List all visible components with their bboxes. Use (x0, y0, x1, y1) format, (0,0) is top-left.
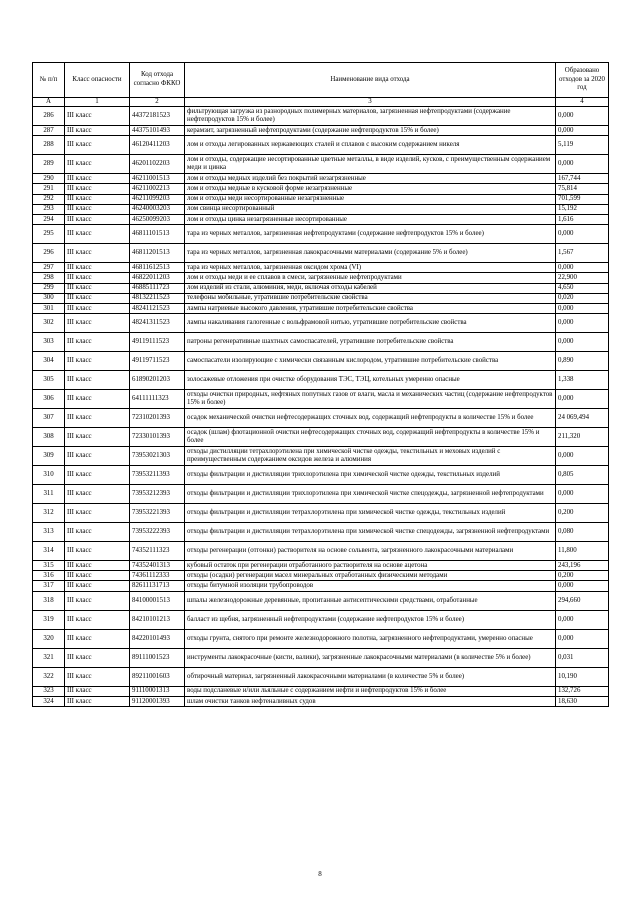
hazard-class: III класс (65, 263, 130, 273)
waste-name: лампы накаливания галогенные с вольфрамовой нитью, утратившие потребительские свойства (185, 314, 556, 333)
row-number: 316 (33, 571, 65, 581)
row-number: 322 (33, 667, 65, 686)
waste-name: фильтрующая загрузка из разнородных полимерных материалов, загрязненная нефтепродуктами (содержание нефтепродуктов 15% и более) (185, 107, 556, 126)
hazard-class: III класс (65, 225, 130, 244)
waste-name: отходы битумной изоляции трубопроводов (185, 581, 556, 591)
header-waste-name: Наименование вида отхода (185, 63, 556, 98)
waste-amount: 243,196 (556, 561, 609, 571)
waste-code: 64111111323 (130, 390, 185, 409)
waste-amount: 4,650 (556, 283, 609, 293)
table-row (33, 314, 609, 333)
waste-code: 44375101493 (130, 126, 185, 136)
row-number: 289 (33, 155, 65, 174)
table-row (33, 571, 609, 581)
table-row (33, 542, 609, 561)
hazard-class: III класс (65, 303, 130, 313)
waste-name: лом и отходы медных изделий без покрытий незагрязненные (185, 174, 556, 184)
table-row (33, 136, 609, 155)
page-number: 8 (318, 870, 322, 878)
hazard-class: III класс (65, 214, 130, 224)
header-row (33, 63, 609, 98)
hazard-class: III класс (65, 184, 130, 194)
waste-name: отходы фильтрации и дистилляции тетрахлорэтилена при химической чистке спецодежды, загрязненной нефтепродуктами (185, 523, 556, 542)
waste-code: 74352401313 (130, 561, 185, 571)
waste-name: воды подсланевые и/или льяльные с содержанием нефти и нефтепродуктов 15% и более (185, 686, 556, 696)
column-index-row (33, 98, 609, 107)
table-row (33, 610, 609, 629)
table-row (33, 447, 609, 466)
waste-amount: 0,000 (556, 447, 609, 466)
waste-amount: 1,338 (556, 371, 609, 390)
waste-code: 89211001603 (130, 667, 185, 686)
hazard-class: III класс (65, 561, 130, 571)
row-number: 314 (33, 542, 65, 561)
table-row (33, 174, 609, 184)
row-number: 302 (33, 314, 65, 333)
index-cell: 3 (185, 98, 556, 107)
waste-name: отходы очистки природных, нефтяных попутных газов от влаги, масла и механических частиц (содержание нефтепродуктов 15% и более) (185, 390, 556, 409)
hazard-class: III класс (65, 352, 130, 371)
table-row (33, 194, 609, 204)
waste-name: лом и отходы медные в кусковой форме незагрязненные (185, 184, 556, 194)
hazard-class: III класс (65, 648, 130, 667)
row-number: 286 (33, 107, 65, 126)
header-number: № п/п (33, 63, 65, 98)
waste-amount: 0,020 (556, 293, 609, 303)
row-number: 315 (33, 561, 65, 571)
waste-name: тара из черных металлов, загрязненная оксидом хрома (VI) (185, 263, 556, 273)
table-row (33, 485, 609, 504)
hazard-class: III класс (65, 581, 130, 591)
hazard-class: III класс (65, 273, 130, 283)
hazard-class: III класс (65, 686, 130, 696)
waste-code: 46201102203 (130, 155, 185, 174)
waste-code: 91110001313 (130, 686, 185, 696)
hazard-class: III класс (65, 542, 130, 561)
hazard-class: III класс (65, 390, 130, 409)
waste-code: 44372181523 (130, 107, 185, 126)
waste-amount: 0,200 (556, 571, 609, 581)
table-row (33, 333, 609, 352)
row-number: 306 (33, 390, 65, 409)
waste-code: 49119111523 (130, 333, 185, 352)
waste-code: 72310201393 (130, 409, 185, 428)
row-number: 293 (33, 204, 65, 214)
hazard-class: III класс (65, 155, 130, 174)
waste-name: тара из черных металлов, загрязненная нефтепродуктами (содержание нефтепродуктов 15% и более) (185, 225, 556, 244)
row-number: 311 (33, 485, 65, 504)
waste-code: 48241121523 (130, 303, 185, 313)
waste-amount: 0,890 (556, 352, 609, 371)
waste-name: балласт из щебня, загрязненный нефтепродуктами (содержание нефтепродуктов 15% и более) (185, 610, 556, 629)
waste-name: кубовый остаток при регенерации отработанного растворителя на основе ацетона (185, 561, 556, 571)
waste-name: лом и отходы легированных нержавеющих сталей и сплавов с высоким содержанием никеля (185, 136, 556, 155)
waste-code: 46211001513 (130, 174, 185, 184)
waste-amount: 1,616 (556, 214, 609, 224)
waste-code: 46120411203 (130, 136, 185, 155)
hazard-class: III класс (65, 126, 130, 136)
header-amount: Образовано отходов за 2020 год (556, 63, 609, 98)
table-row (33, 126, 609, 136)
row-number: 312 (33, 504, 65, 523)
row-number: 308 (33, 428, 65, 447)
hazard-class: III класс (65, 283, 130, 293)
table-row (33, 293, 609, 303)
waste-amount: 22,900 (556, 273, 609, 283)
row-number: 305 (33, 371, 65, 390)
waste-name: отходы дистилляции тетрахлорэтилена при химической чистке одежды, текстильных и меховых изделий с преимущественным содержанием оксидов железа и алюминия (185, 447, 556, 466)
waste-code: 61890201203 (130, 371, 185, 390)
table-row (33, 184, 609, 194)
row-number: 296 (33, 244, 65, 263)
waste-name: отходы фильтрации и дистилляции трихлорэтилена при химической чистке спецодежды, загрязненной нефтепродуктами (185, 485, 556, 504)
hazard-class: III класс (65, 485, 130, 504)
waste-name: отходы фильтрации и дистилляции тетрахлорэтилена при химической чистке одежды, текстильных изделий (185, 504, 556, 523)
row-number: 321 (33, 648, 65, 667)
row-number: 299 (33, 283, 65, 293)
waste-code: 46822011203 (130, 273, 185, 283)
table-row (33, 561, 609, 571)
waste-name: лом и отходы меди несортированные незагрязненные (185, 194, 556, 204)
waste-amount: 1,567 (556, 244, 609, 263)
hazard-class: III класс (65, 371, 130, 390)
waste-code: 46811101513 (130, 225, 185, 244)
waste-amount: 0,000 (556, 581, 609, 591)
index-cell: 4 (556, 98, 609, 107)
waste-amount: 0,000 (556, 303, 609, 313)
waste-code: 48241311523 (130, 314, 185, 333)
row-number: 301 (33, 303, 65, 313)
waste-name: отходы регенерации (отгонки) растворителя на основе сольвента, загрязненного лакокрасочными материалами (185, 542, 556, 561)
waste-name: лом изделий из стали, алюминия, меди, включая отходы кабелей (185, 283, 556, 293)
waste-code: 46240003203 (130, 204, 185, 214)
waste-amount: 0,080 (556, 523, 609, 542)
header-hazard-class: Класс опасности (65, 63, 130, 98)
waste-amount: 0,000 (556, 333, 609, 352)
waste-name: отходы (осадки) регенерации масел минеральных отработанных физическими методами (185, 571, 556, 581)
waste-code: 49119711523 (130, 352, 185, 371)
waste-amount: 11,800 (556, 542, 609, 561)
waste-name: лом и отходы цинка незагрязненные несортированные (185, 214, 556, 224)
waste-code: 46211099203 (130, 194, 185, 204)
hazard-class: III класс (65, 591, 130, 610)
row-number: 291 (33, 184, 65, 194)
waste-amount: 0,000 (556, 629, 609, 648)
waste-code: 48132211523 (130, 293, 185, 303)
waste-code: 73953211393 (130, 466, 185, 485)
waste-code: 74361112333 (130, 571, 185, 581)
index-cell: 2 (130, 98, 185, 107)
row-number: 310 (33, 466, 65, 485)
waste-amount: 0,000 (556, 610, 609, 629)
row-number: 297 (33, 263, 65, 273)
row-number: 288 (33, 136, 65, 155)
table-row (33, 629, 609, 648)
waste-amount: 0,031 (556, 648, 609, 667)
hazard-class: III класс (65, 107, 130, 126)
waste-name: шпалы железнодорожные деревянные, пропитанные антисептическими средствами, отработанные (185, 591, 556, 610)
waste-name: телефоны мобильные, утратившие потребительские свойства (185, 293, 556, 303)
row-number: 298 (33, 273, 65, 283)
waste-code: 74352111323 (130, 542, 185, 561)
waste-amount: 0,000 (556, 225, 609, 244)
waste-name: лампы натриевые высокого давления, утратившие потребительские свойства (185, 303, 556, 313)
hazard-class: III класс (65, 447, 130, 466)
header-fkko-code: Код отхода согласно ФККО (130, 63, 185, 98)
waste-amount: 0,000 (556, 485, 609, 504)
table-row (33, 466, 609, 485)
row-number: 320 (33, 629, 65, 648)
waste-name: лом и отходы, содержащие несортированные цветные металлы, в виде изделий, кусков, с преимущественным содержанием меди и цинка (185, 155, 556, 174)
waste-code: 84100001513 (130, 591, 185, 610)
row-number: 323 (33, 686, 65, 696)
hazard-class: III класс (65, 409, 130, 428)
table-row (33, 303, 609, 313)
waste-name: самоспасатели изолирующие с химически связанным кислородом, утратившие потребительские свойства (185, 352, 556, 371)
waste-name: лом и отходы меди и ее сплавов в смеси, загрязненные нефтепродуктами (185, 273, 556, 283)
hazard-class: III класс (65, 504, 130, 523)
hazard-class: III класс (65, 610, 130, 629)
waste-amount: 24 069,494 (556, 409, 609, 428)
waste-name: отходы фильтрации и дистилляции трихлорэтилена при химической чистке одежды, текстильных изделий (185, 466, 556, 485)
waste-code: 84220101493 (130, 629, 185, 648)
row-number: 295 (33, 225, 65, 244)
waste-name: золосажевые отложения при очистке оборудования ТЭС, ТЭЦ, котельных умеренно опасные (185, 371, 556, 390)
waste-name: керамзит, загрязненный нефтепродуктами (содержание нефтепродуктов 15% и более) (185, 126, 556, 136)
table-row (33, 263, 609, 273)
waste-code: 91120001393 (130, 696, 185, 706)
waste-name: патроны регенеративные шахтных самоспасателей, утратившие потребительские свойства (185, 333, 556, 352)
waste-amount: 15,192 (556, 204, 609, 214)
hazard-class: III класс (65, 523, 130, 542)
waste-name: тара из черных металлов, загрязненная лакокрасочными материалами (содержание 5% и более) (185, 244, 556, 263)
waste-code: 46811201513 (130, 244, 185, 263)
waste-code: 73953212393 (130, 485, 185, 504)
table-row (33, 214, 609, 224)
row-number: 324 (33, 696, 65, 706)
waste-amount: 211,320 (556, 428, 609, 447)
waste-amount: 0,000 (556, 155, 609, 174)
waste-name: инструменты лакокрасочные (кисти, валики), загрязненные лакокрасочными материалами (в количестве 5% и более) (185, 648, 556, 667)
waste-amount: 167,744 (556, 174, 609, 184)
row-number: 303 (33, 333, 65, 352)
table-row (33, 155, 609, 174)
waste-amount: 132,726 (556, 686, 609, 696)
row-number: 287 (33, 126, 65, 136)
table-row (33, 667, 609, 686)
hazard-class: III класс (65, 667, 130, 686)
waste-amount: 75,814 (556, 184, 609, 194)
waste-amount: 0,200 (556, 504, 609, 523)
row-number: 294 (33, 214, 65, 224)
waste-name: обтирочный материал, загрязненный лакокрасочными материалами (в количестве 5% и более) (185, 667, 556, 686)
table-row (33, 273, 609, 283)
waste-amount: 18,630 (556, 696, 609, 706)
table-row (33, 244, 609, 263)
waste-code: 72330101393 (130, 428, 185, 447)
index-cell: А (33, 98, 65, 107)
hazard-class: III класс (65, 174, 130, 184)
waste-name: осадок механической очистки нефтесодержащих сточных вод, содержащий нефтепродукты в количестве 15% и более (185, 409, 556, 428)
waste-amount: 701,599 (556, 194, 609, 204)
table-row (33, 504, 609, 523)
table-row (33, 352, 609, 371)
waste-code: 46250099203 (130, 214, 185, 224)
waste-table (32, 62, 609, 707)
waste-amount: 5,119 (556, 136, 609, 155)
waste-code: 46885111723 (130, 283, 185, 293)
hazard-class: III класс (65, 466, 130, 485)
waste-amount: 294,660 (556, 591, 609, 610)
waste-amount: 0,805 (556, 466, 609, 485)
table-row (33, 409, 609, 428)
waste-code: 73953221393 (130, 504, 185, 523)
table-row (33, 283, 609, 293)
table-row (33, 523, 609, 542)
row-number: 300 (33, 293, 65, 303)
hazard-class: III класс (65, 314, 130, 333)
table-row (33, 581, 609, 591)
waste-amount: 0,000 (556, 390, 609, 409)
waste-code: 46811612513 (130, 263, 185, 273)
hazard-class: III класс (65, 629, 130, 648)
waste-amount: 0,000 (556, 107, 609, 126)
hazard-class: III класс (65, 571, 130, 581)
table-row (33, 428, 609, 447)
hazard-class: III класс (65, 204, 130, 214)
index-cell: 1 (65, 98, 130, 107)
table-row (33, 225, 609, 244)
table-row (33, 204, 609, 214)
row-number: 304 (33, 352, 65, 371)
table-row (33, 686, 609, 696)
waste-code: 73953021303 (130, 447, 185, 466)
row-number: 290 (33, 174, 65, 184)
row-number: 307 (33, 409, 65, 428)
waste-name: отходы грунта, снятого при ремонте железнодорожного полотна, загрязненного нефтепродуктами, умеренно опасные (185, 629, 556, 648)
waste-name: шлам очистки танков нефтеналивных судов (185, 696, 556, 706)
row-number: 313 (33, 523, 65, 542)
hazard-class: III класс (65, 333, 130, 352)
waste-amount: 0,000 (556, 263, 609, 273)
hazard-class: III класс (65, 136, 130, 155)
waste-name: осадок (шлам) флотационной очистки нефтесодержащих сточных вод, содержащий нефтепродукты в количестве 15% и более (185, 428, 556, 447)
row-number: 317 (33, 581, 65, 591)
table-row (33, 107, 609, 126)
waste-amount: 10,190 (556, 667, 609, 686)
waste-code: 82611131713 (130, 581, 185, 591)
row-number: 318 (33, 591, 65, 610)
table-row (33, 390, 609, 409)
table-row (33, 371, 609, 390)
row-number: 309 (33, 447, 65, 466)
waste-name: лом свинца несортированный (185, 204, 556, 214)
waste-code: 46211002213 (130, 184, 185, 194)
waste-code: 89111001523 (130, 648, 185, 667)
table-row (33, 591, 609, 610)
table-row (33, 648, 609, 667)
hazard-class: III класс (65, 194, 130, 204)
waste-code: 73953222393 (130, 523, 185, 542)
row-number: 319 (33, 610, 65, 629)
waste-amount: 0,000 (556, 314, 609, 333)
hazard-class: III класс (65, 428, 130, 447)
waste-amount: 0,000 (556, 126, 609, 136)
hazard-class: III класс (65, 244, 130, 263)
row-number: 292 (33, 194, 65, 204)
hazard-class: III класс (65, 696, 130, 706)
waste-code: 84210101213 (130, 610, 185, 629)
table-row (33, 696, 609, 706)
hazard-class: III класс (65, 293, 130, 303)
